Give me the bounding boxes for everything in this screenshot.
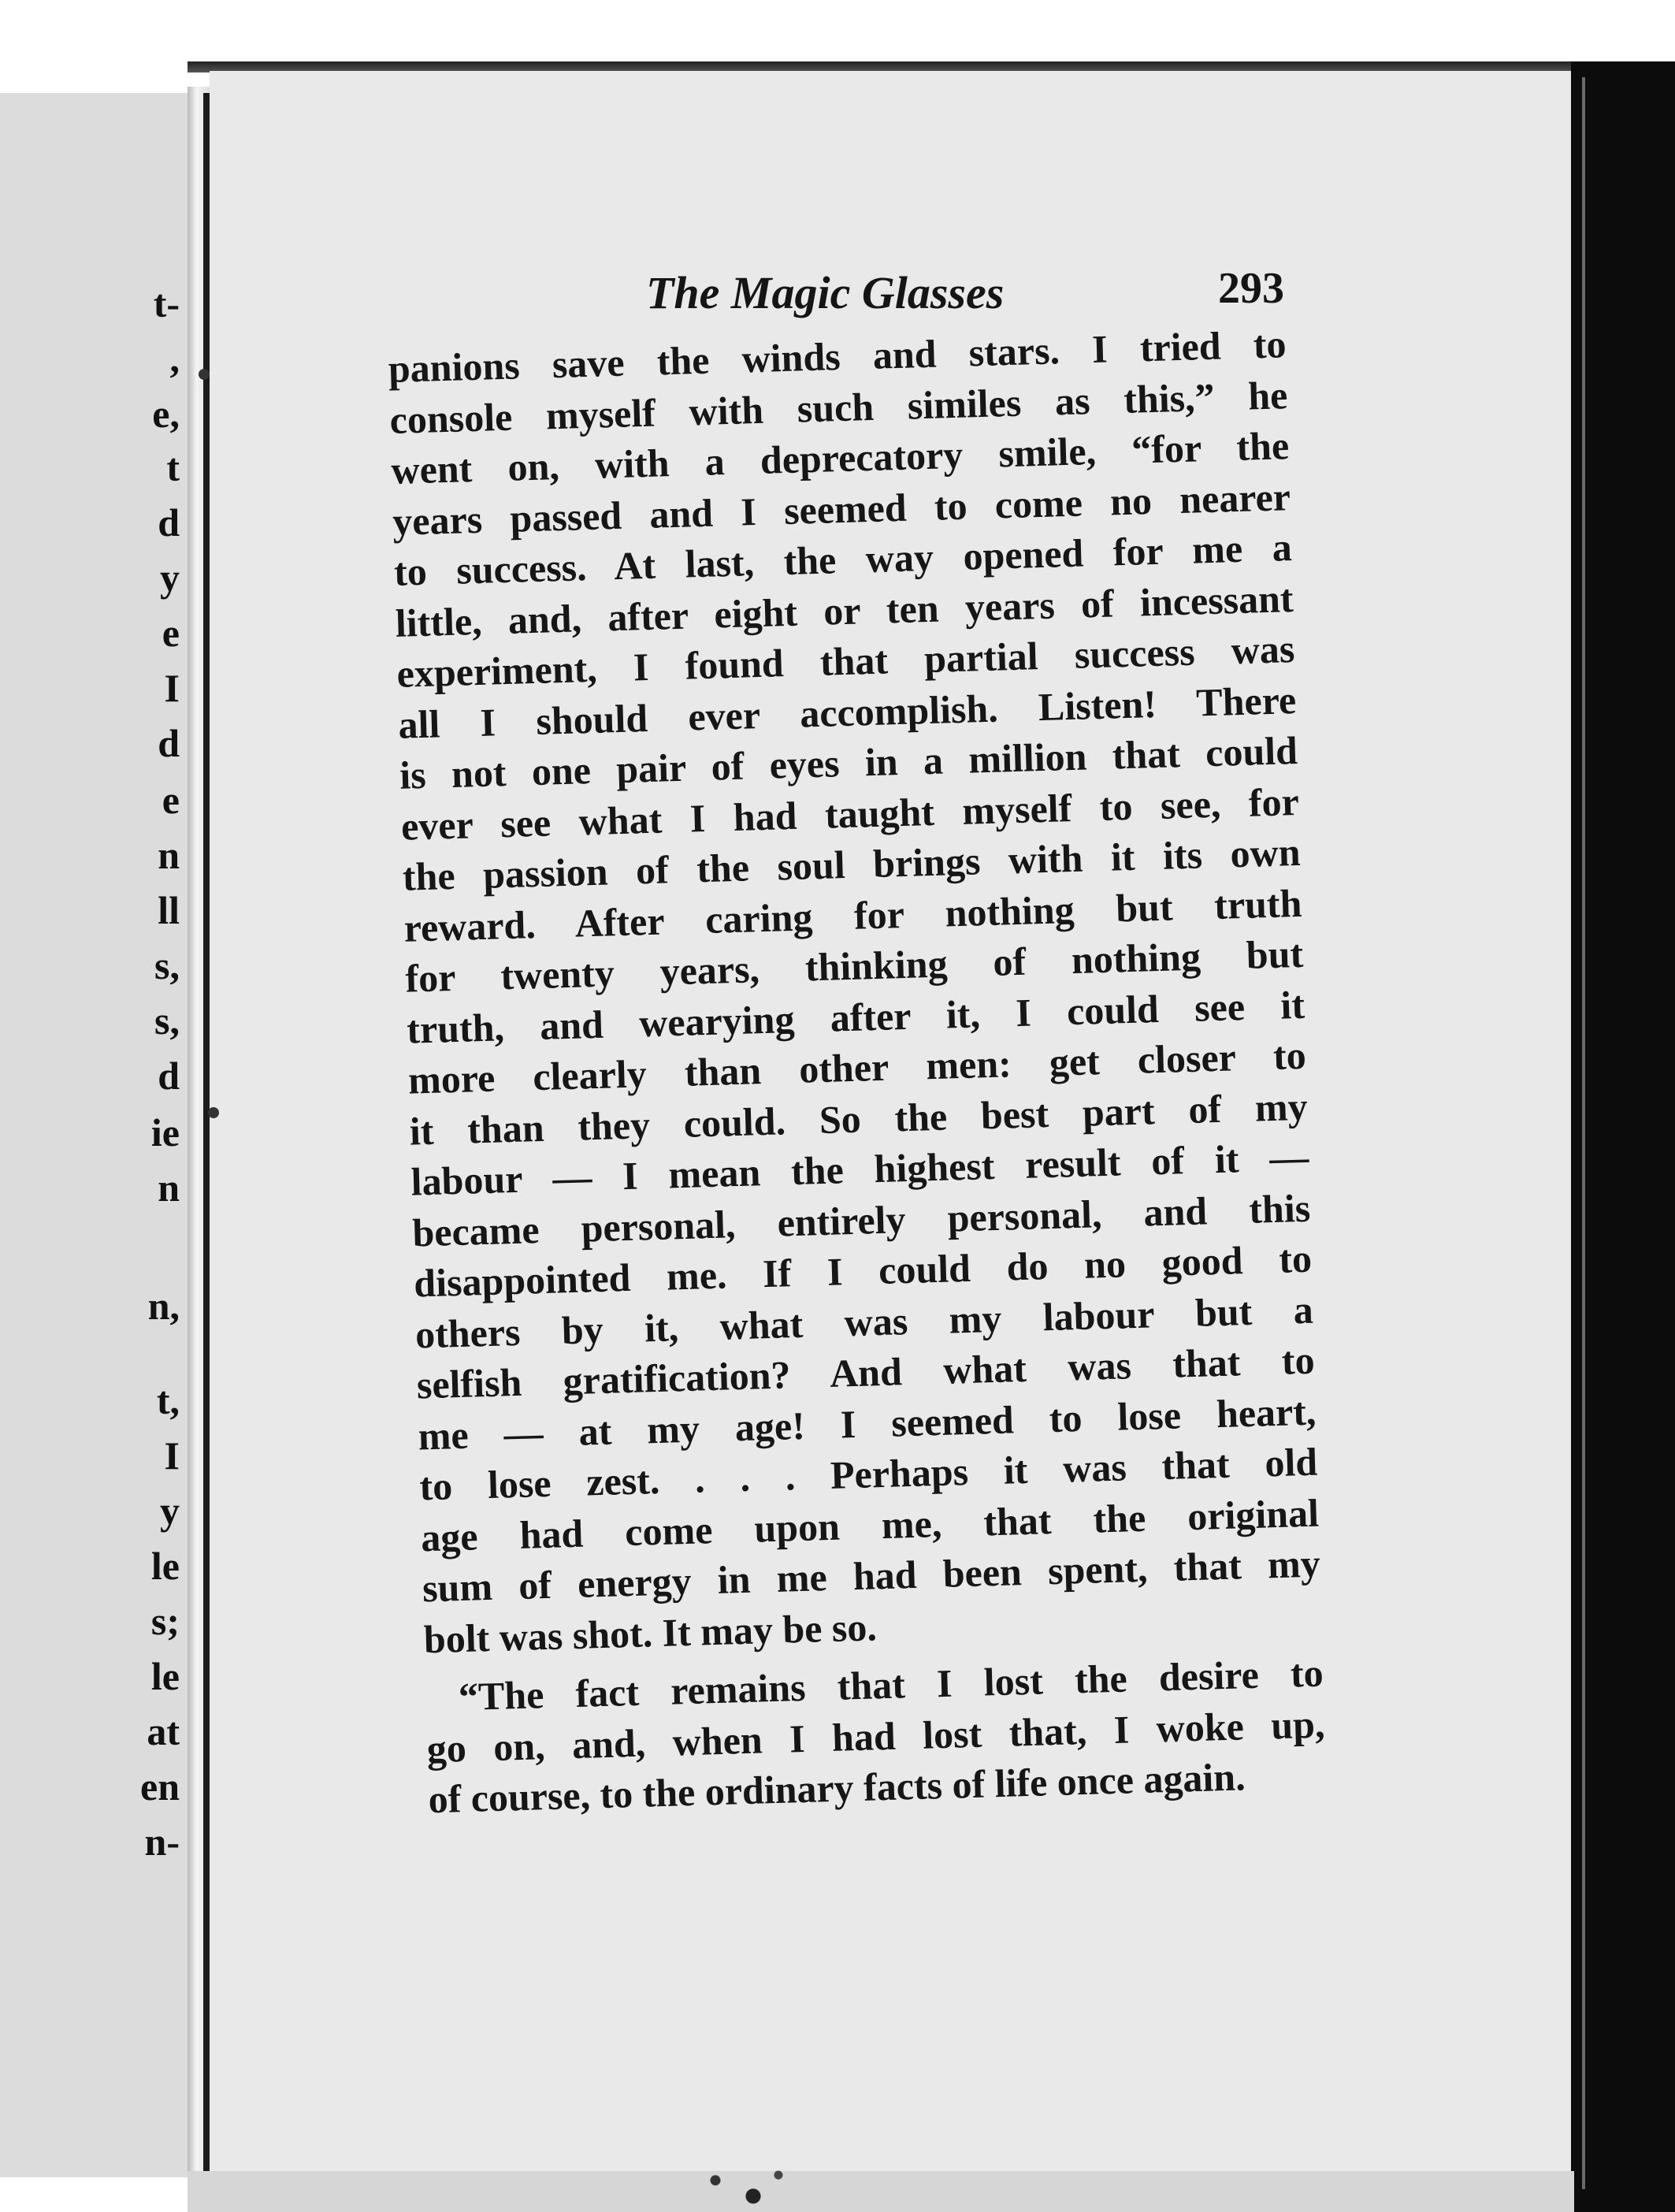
left-page-fragment: at (147, 1709, 180, 1753)
text-line: experiment, I found that partial success was (396, 626, 1296, 696)
text-line: go on, and, when I had lost that, I woke up, (426, 1701, 1326, 1771)
page-number: 293 (1218, 264, 1284, 313)
text-line: little, and, after eight or ten years of incessant (395, 575, 1294, 645)
left-page-fragment: d (158, 500, 180, 545)
binding-mark (199, 369, 210, 380)
left-page-fragment: n- (144, 1820, 180, 1864)
text-line: console myself with such similes as this,” he (388, 372, 1289, 442)
left-page-fragment: le (150, 1544, 180, 1588)
text-line: became personal, entirely personal, and this (411, 1185, 1311, 1255)
left-page-fragment: s; (150, 1599, 180, 1643)
text-line: to success. At last, the way opened for me a (393, 525, 1293, 594)
text-line: sum of energy in me had been spent, that my (422, 1541, 1321, 1611)
running-head (386, 266, 1284, 329)
left-page-fragment: t, (156, 1378, 180, 1422)
bottom-page-edge (188, 2171, 1574, 2212)
text-line: to lose zest. . . . Perhaps it was that old (418, 1439, 1318, 1509)
left-page-fragment: n (158, 833, 180, 877)
left-page-fragment: d (158, 1054, 180, 1098)
left-page-strip (0, 93, 188, 2177)
left-page-fragment: , (169, 336, 180, 381)
left-page-fragment: y (160, 556, 180, 600)
running-title: The Magic Glasses (646, 267, 1005, 318)
spine-line (203, 93, 210, 2177)
binding-mark (208, 1107, 219, 1118)
text-line: disappointed me. If I could do no good to (413, 1236, 1313, 1306)
left-page-fragment: d (158, 721, 180, 765)
left-page-fragment: t- (153, 281, 180, 325)
text-line: labour — I mean the highest result of it — (410, 1134, 1310, 1204)
right-edge-line (1582, 77, 1585, 2189)
left-page-fragment: en (140, 1764, 180, 1809)
left-page-fragment: e (162, 778, 180, 822)
left-page-fragment: n (158, 1165, 180, 1210)
left-page-fragment: e, (152, 392, 180, 436)
text-line: selfish gratification? And what was that to (416, 1337, 1316, 1407)
body-text (388, 318, 1327, 1825)
text-line: age had come upon me, that the original (420, 1490, 1320, 1560)
left-page-fragment: ie (150, 1110, 180, 1154)
text-line: of course, to the ordinary facts of life once again. (427, 1754, 1246, 1822)
text-line: others by it, what was my labour but a (414, 1287, 1314, 1356)
text-line: is not one pair of eyes in a million that could (399, 727, 1298, 797)
text-line: went on, with a deprecatory smile, “for the (390, 423, 1290, 493)
left-page-fragment: s, (154, 998, 180, 1043)
scan-specks (678, 2159, 804, 2212)
text-line: it than they could. So the best part of my (409, 1084, 1309, 1154)
left-page-fragment: e (162, 611, 180, 655)
left-page-fragment: t (166, 445, 180, 489)
left-page-fragment: s, (154, 943, 180, 987)
left-page-fragment: le (150, 1654, 180, 1698)
text-line: bolt was shot. It may be so. (423, 1604, 878, 1661)
text-line: reward. After caring for nothing but truth (403, 880, 1303, 950)
text-line: panions save the winds and stars. I tried to (388, 322, 1287, 391)
left-page-fragment: ll (158, 888, 180, 932)
text-line: the passion of the soul brings with it its own (402, 829, 1302, 899)
text-line: truth, and wearying after it, I could see it (406, 982, 1305, 1052)
right-page-edge (1571, 61, 1675, 2212)
left-page-fragment: n, (147, 1284, 180, 1328)
text-line: ever see what I had taught myself to see, for (400, 779, 1300, 849)
text-line: years passed and I seemed to come no nearer (392, 474, 1291, 544)
text-line: all I should ever accomplish. Listen! There (397, 677, 1297, 747)
left-page-fragment: I (164, 666, 180, 710)
left-page-fragment: y (160, 1489, 180, 1533)
text-line: for twenty years, thinking of nothing but (404, 931, 1304, 1001)
text-line: “The fact remains that I lost the desire to (458, 1650, 1324, 1719)
left-page-fragment: I (164, 1433, 180, 1478)
text-line: me — at my age! I seemed to lose heart, (417, 1389, 1317, 1458)
text-line: more clearly than other men: get closer to (407, 1032, 1307, 1102)
